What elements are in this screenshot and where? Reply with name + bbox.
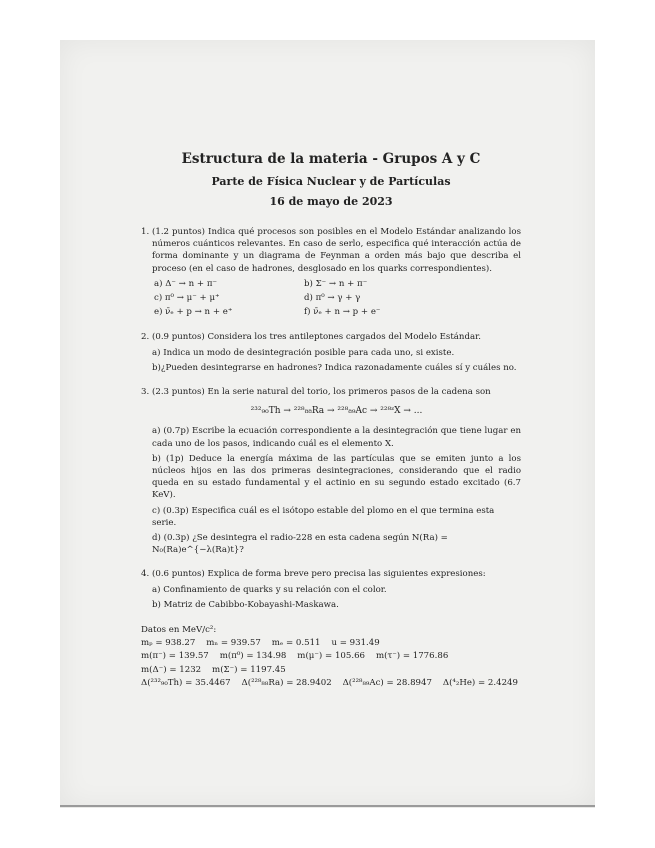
data-line: m(Δ⁻) = 1232 m(Σ⁻) = 1197.45 (141, 664, 286, 675)
question-body (152, 568, 521, 611)
question-part: d) (0.3p) ¿Se desintegra el radio-228 en esta cadena según N(Ra) = N₀(Ra)e^{−λ(Ra)t}? (152, 533, 448, 556)
exam-title: Estructura de la materia - Grupos A y C (181, 151, 481, 167)
question-3 (141, 386, 521, 556)
data-line: Δ(²³²₉₀Th) = 35.4467 Δ(²²⁸₈₈Ra) = 28.9402 Δ(²²⁸₈₉Ac) = 28.8947 Δ(⁴₂He) = 2.4249 (141, 677, 518, 688)
question-number: 3. (141, 387, 150, 398)
reaction-item: e) ν̄ₑ + p → n + e⁺ (154, 307, 233, 318)
question-part: c) (0.3p) Especifica cuál es el isótopo estable del plomo en el que termina esta serie. (152, 505, 495, 528)
question-body (152, 226, 521, 319)
question-text: (2.3 puntos) En la serie natural del torio, los primeros pasos de la cadena son (152, 387, 491, 398)
paper-bottom-edge (60, 805, 595, 807)
question-part: b)¿Pueden desintegrarse en hadrones? Indica razonadamente cuáles sí y cuáles no. (152, 362, 517, 373)
reaction-item: b) Σ⁻ → n + π⁻ (304, 278, 368, 289)
exam-date: 16 de mayo de 2023 (269, 195, 393, 208)
question-number: 1. (141, 227, 150, 237)
question-part: a) Confinamiento de quarks y su relación con el color. (152, 584, 387, 595)
reaction-item: d) π⁰ → γ + γ (304, 293, 361, 304)
question-text: (0.6 puntos) Explica de forma breve pero precisa las siguientes expresiones: (152, 569, 486, 580)
question-part: b) (1p) Deduce la energía máxima de las partículas que se emiten junto a los núcleos hijos en las dos primeras desintegraciones, considerando que el radio queda en su estado fundamental y el actinio en su segundo estado excitado (6.7 KeV). (152, 453, 521, 501)
exam-content (141, 150, 521, 689)
data-heading: Datos en MeV/c²: (141, 625, 217, 636)
question-part: b) Matriz de Cabibbo-Kobayashi-Maskawa. (152, 599, 339, 610)
question-body (152, 331, 521, 374)
reaction-item: a) Δ⁻ → n + π⁻ (154, 278, 217, 289)
question-text: (0.9 puntos) Considera los tres antileptones cargados del Modelo Estándar. (152, 332, 481, 343)
exam-subtitle: Parte de Física Nuclear y de Partículas (211, 175, 451, 188)
decay-chain: ²³²₉₀Th → ²²⁸₈₈Ra → ²²⁸₈₉Ac → ²²⁸ᶻX → ... (250, 406, 423, 417)
reaction-item: f) ν̄ₑ + n → p + e⁻ (304, 307, 381, 318)
reaction-list (152, 277, 521, 320)
data-line: m(π⁻) = 139.57 m(π⁰) = 134.98 m(μ⁻) = 105.66 m(τ⁻) = 1776.86 (141, 651, 449, 662)
question-body (152, 386, 521, 556)
question-number: 4. (141, 569, 150, 580)
data-line: mₚ = 938.27 mₙ = 939.57 mₑ = 0.511 u = 931.49 (141, 638, 380, 649)
question-part: a) (0.7p) Escribe la ecuación correspondiente a la desintegración que tiene lugar en cada uno de los pasos, indicando cuál es el elemento X. (152, 426, 521, 449)
question-2 (141, 331, 521, 374)
question-4 (141, 568, 521, 611)
reaction-item: c) π⁰ → μ⁻ + μ⁺ (154, 293, 220, 304)
question-part: a) Indica un modo de desintegración posible para cada uno, si existe. (152, 347, 455, 358)
question-1 (141, 226, 521, 319)
question-text: (1.2 puntos) Indica qué procesos son posibles en el Modelo Estándar analizando los números cuánticos relevantes. En caso de serlo, especifica qué interacción actúa de forma dominante y un diagrama de Feynman a orden más bajo que describa el proceso (en el caso de hadrones, desglosado en los quarks correspondientes). (152, 227, 521, 274)
question-number: 2. (141, 332, 150, 343)
